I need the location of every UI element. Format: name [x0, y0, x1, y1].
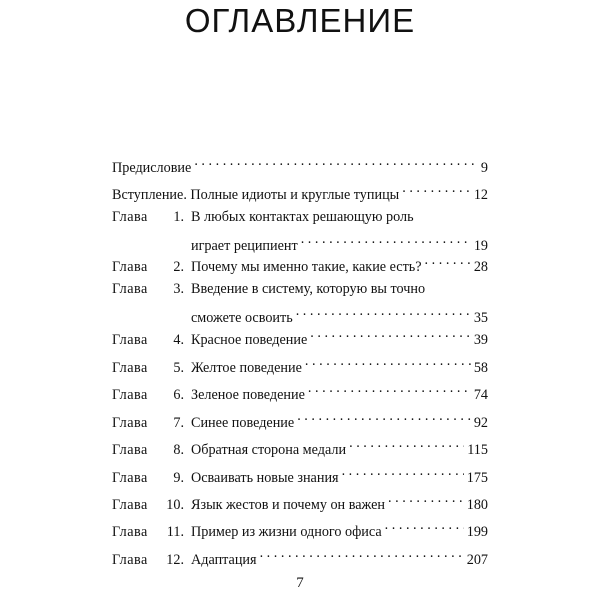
toc-chapter-entry[interactable] — [112, 377, 488, 406]
leader-dots — [305, 350, 471, 372]
toc-chapter-entry[interactable] — [112, 350, 488, 379]
toc-chapter-entry[interactable] — [112, 405, 488, 434]
chapter-title-line: Синее поведение — [191, 415, 295, 431]
toc-entry-page: 58 — [473, 360, 488, 376]
toc-entry-page: 9 — [480, 160, 488, 176]
chapter-word: Глава — [112, 415, 148, 431]
chapter-title-line: Желтое поведение — [191, 360, 302, 376]
toc-entry-page: 74 — [473, 387, 488, 403]
chapter-word: Глава — [112, 360, 148, 376]
toc-entry-page: 180 — [466, 497, 488, 513]
chapter-word: Глава — [112, 470, 148, 486]
chapter-title-line: Адаптация — [191, 552, 257, 568]
chapter-word: Глава — [112, 259, 148, 275]
toc-entry-page: 92 — [473, 415, 488, 431]
chapter-title-line: Обратная сторона медали — [191, 442, 347, 458]
leader-dots — [310, 322, 471, 344]
chapter-number: 11. — [166, 524, 184, 540]
chapter-number: 9. — [173, 470, 184, 486]
chapter-word: Глава — [112, 552, 148, 568]
leader-dots — [349, 432, 464, 454]
leader-dots — [308, 377, 471, 399]
chapter-title-line: сможете освоить — [191, 310, 293, 326]
toc-entry[interactable] — [112, 150, 488, 179]
toc-chapter-entry[interactable] — [112, 460, 488, 489]
toc-entry-page: 12 — [473, 187, 488, 203]
page-number: 7 — [296, 575, 304, 591]
chapter-number: 12. — [166, 552, 184, 568]
toc-entry-page: 115 — [467, 442, 488, 458]
toc-entry-page: 199 — [466, 524, 488, 540]
toc-entry-page: 207 — [466, 552, 488, 568]
chapter-title-line: Язык жестов и почему он важен — [191, 497, 386, 513]
chapter-word: Глава — [112, 497, 148, 513]
chapter-title-line: Зеленое поведение — [191, 387, 305, 403]
chapter-title-line: В любых контактах решающую роль — [191, 209, 414, 225]
chapter-word: Глава — [112, 209, 148, 225]
leader-dots — [425, 249, 471, 271]
toc-chapter-entry[interactable] — [112, 487, 488, 516]
toc-entry-page: 19 — [473, 238, 488, 254]
leader-dots — [385, 514, 464, 536]
chapter-number: 6. — [173, 387, 184, 403]
toc-entry[interactable] — [112, 177, 488, 206]
toc-entry-title: Предисловие — [112, 160, 192, 176]
page-title: ОГЛАВЛЕНИЕ — [184, 2, 416, 39]
toc-entry-page: 39 — [473, 332, 488, 348]
toc-entry-page: 175 — [466, 470, 488, 486]
leader-dots — [301, 228, 471, 250]
chapter-word: Глава — [112, 524, 148, 540]
toc-chapter-entry[interactable] — [112, 542, 488, 571]
chapter-word: Глава — [112, 442, 148, 458]
chapter-title-line: Пример из жизни одного офиса — [191, 524, 382, 540]
chapter-number: 5. — [173, 360, 184, 376]
chapter-title-line: играет реципиент — [191, 238, 298, 254]
leader-dots — [296, 300, 471, 322]
toc-entry-title: Вступление. Полные идиоты и круглые тупицы — [112, 187, 400, 203]
toc-chapter-entry[interactable] — [112, 432, 488, 461]
chapter-title-line: Почему мы именно такие, какие есть? — [191, 259, 422, 275]
toc-chapter-entry[interactable] — [112, 322, 488, 351]
leader-dots — [388, 487, 464, 509]
chapter-number: 4. — [173, 332, 184, 348]
leader-dots — [342, 460, 464, 482]
chapter-number: 10. — [166, 497, 184, 513]
chapter-title-line: Осваивать новые знания — [191, 470, 339, 486]
chapter-number: 2. — [173, 259, 184, 275]
toc-chapter-entry[interactable] — [112, 514, 488, 543]
leader-dots — [297, 405, 471, 427]
chapter-word: Глава — [112, 281, 148, 297]
toc-entry-page: 28 — [473, 259, 488, 275]
chapter-word: Глава — [112, 332, 148, 348]
chapter-title-line: Красное поведение — [191, 332, 308, 348]
chapter-number: 7. — [173, 415, 184, 431]
chapter-word: Глава — [112, 387, 148, 403]
chapter-title-line: Введение в систему, которую вы точно — [191, 281, 426, 297]
toc-chapter-entry[interactable] — [112, 249, 488, 278]
leader-dots — [260, 542, 464, 564]
chapter-number: 3. — [173, 281, 184, 297]
chapter-number: 8. — [173, 442, 184, 458]
leader-dots — [402, 177, 471, 199]
toc-entry-page: 35 — [473, 310, 488, 326]
leader-dots — [194, 150, 478, 172]
chapter-number: 1. — [173, 209, 184, 225]
